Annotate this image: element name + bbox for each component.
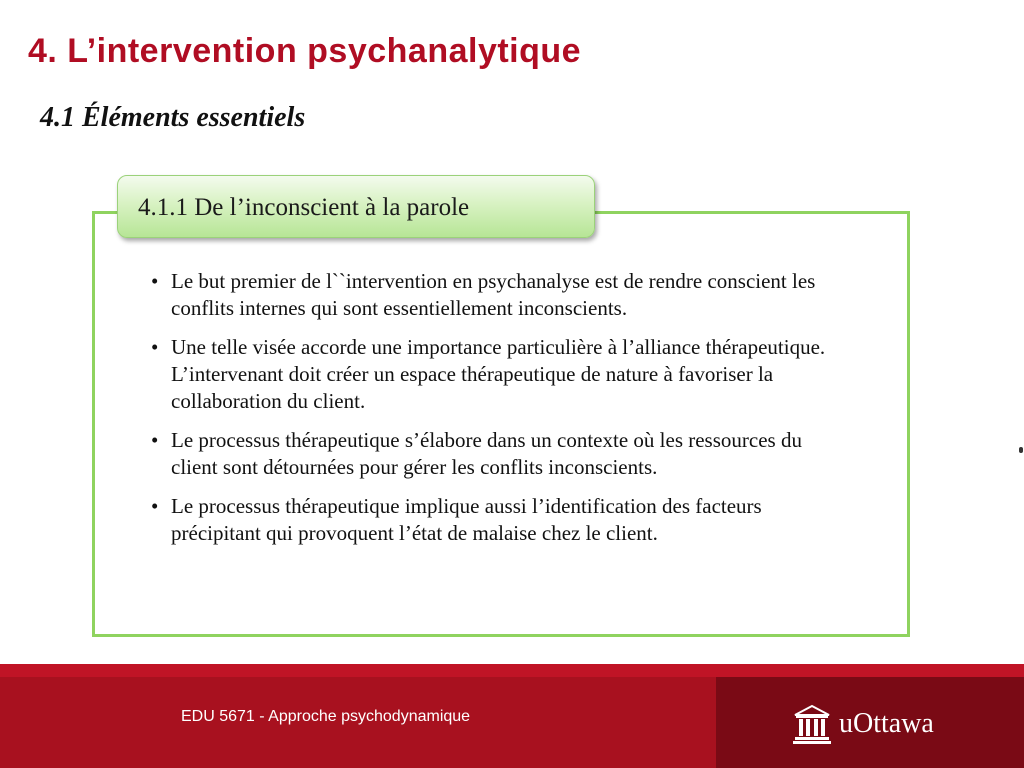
section-heading: 4.1.1 De l’inconscient à la parole [138,194,470,221]
bullet-text: Le but premier de l``intervention en psychanalyse est de rendre conscient les conflits internes qui sont essentiellement inconscients. [171,269,816,320]
bullet-marker: • [151,428,159,452]
list-item [151,427,831,481]
list-item [151,334,831,415]
list-item [151,493,831,547]
uottawa-logo-text: uOttawa [839,708,934,739]
bullet-list [151,268,831,559]
bullet-text: Le processus thérapeutique implique aussi l’identification des facteurs précipitant qui provoquent l’état de malaise chez le client. [171,494,762,545]
footer-course-label: EDU 5671 - Approche psychodynamique [181,708,471,725]
university-building-icon [793,704,831,744]
bullet-marker: • [151,269,159,293]
bullet-text: Le processus thérapeutique s’élabore dans un contexte où les ressources du client sont détournées pour gérer les conflits inconscients. [171,428,802,479]
bullet-marker: • [151,494,159,518]
section-heading-tab [117,175,595,238]
slide-subtitle: 4.1 Éléments essentiels [40,102,306,133]
footer-accent-line [0,664,1024,677]
list-item [151,268,831,322]
slide-title: 4. L’intervention psychanalytique [28,32,582,70]
bullet-text: Une telle visée accorde une importance particulière à l’alliance thérapeutique. L’intervenant doit créer un espace thérapeutique de nature à favoriser la collaboration du client. [171,335,826,413]
bullet-marker: • [151,335,159,359]
stray-mark [1019,447,1023,453]
